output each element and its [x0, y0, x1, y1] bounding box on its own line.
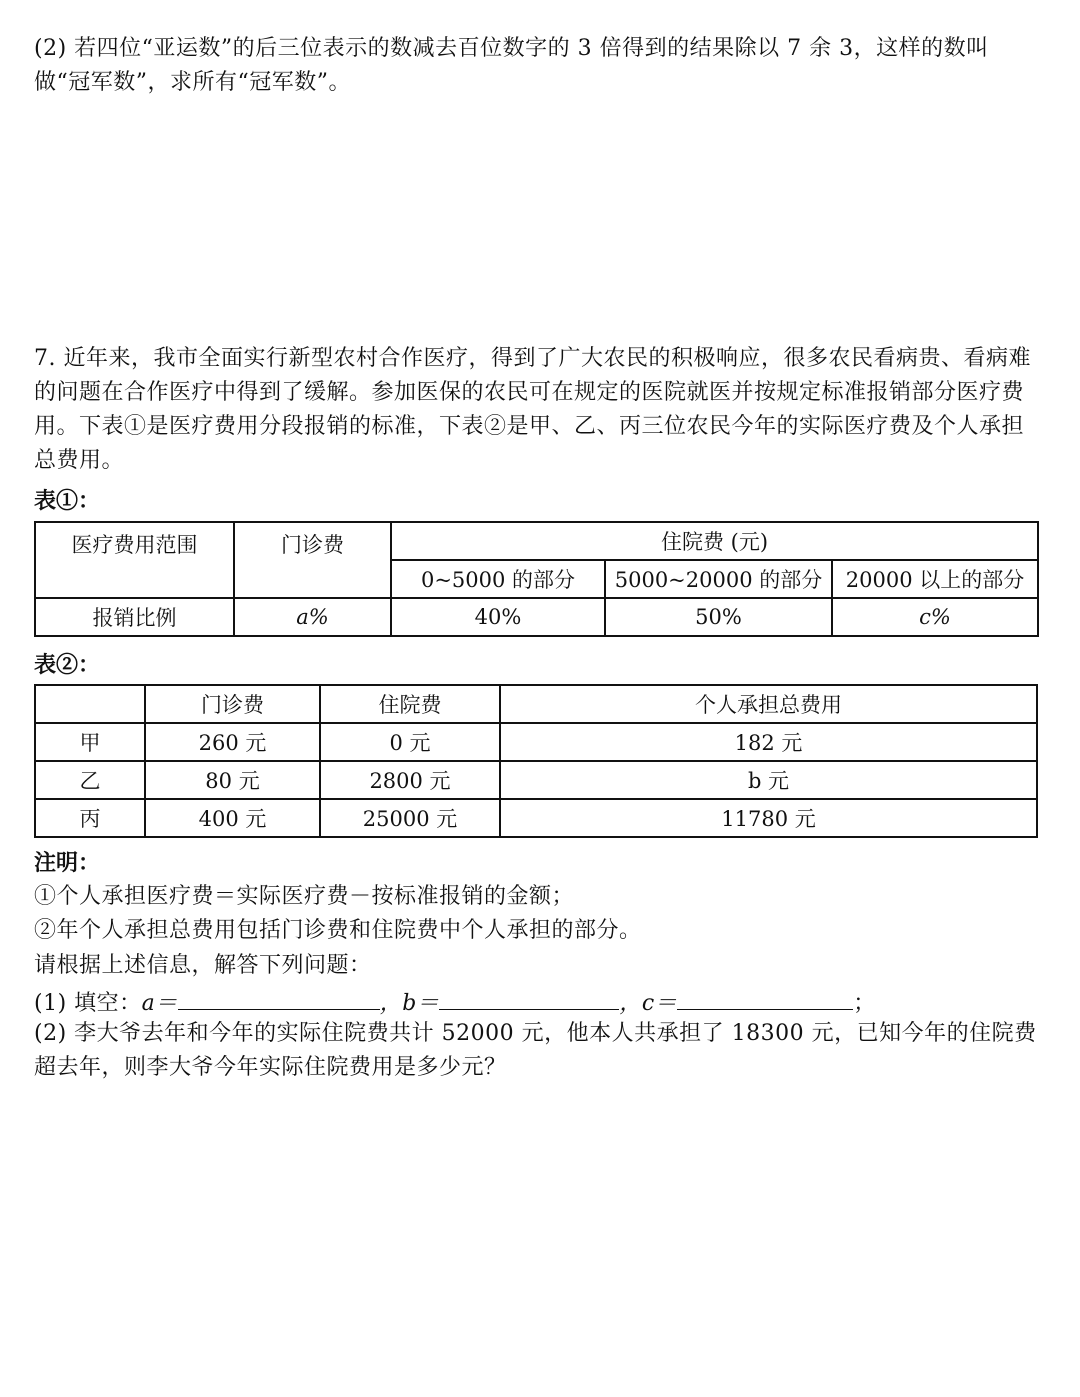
segment-ratio: 50%	[605, 598, 832, 636]
person-cell: 甲	[35, 723, 145, 761]
question-7-intro: 7. 近年来，我市全面实行新型农村合作医疗，得到了广大农民的积极响应，很多农民看病贵、看病难的问题在合作医疗中得到了缓解。参加医保的农民可在规定的医院就医并按规定标准报销部分医疗费用。下表①是医疗费用分段报销的标准，下表②是甲、乙、丙三位农民今年的实际医疗费及个人承担总费用。	[34, 346, 1031, 473]
header-cell: 个人承担总费用	[500, 685, 1037, 723]
note-item: ②年个人承担总费用包括门诊费和住院费中个人承担的部分。	[34, 918, 642, 943]
table-cell: 0 元	[320, 723, 500, 761]
question-2: (2) 李大爷去年和今年的实际住院费共计 52000 元，他本人共承担了 18300 元，已知今年的住院费超去年，则李大爷今年实际住院费用是多少元？	[34, 1021, 1037, 1080]
table-cell: 25000 元	[320, 799, 500, 837]
question-1-fill-in	[34, 983, 876, 1021]
header-cell: 住院费	[320, 685, 500, 723]
table-cell: 260 元	[145, 723, 320, 761]
table-cell: b 元	[500, 761, 1037, 799]
q1-end: ；	[853, 991, 876, 1016]
table-cell: 182 元	[500, 723, 1037, 761]
instruction-text: 请根据上述信息，解答下列问题：	[34, 953, 372, 978]
b-label: ，b＝	[379, 991, 440, 1016]
note-item: ①个人承担医疗费＝实际医疗费－按标准报销的金额；	[34, 884, 575, 909]
q1-prefix: (1) 填空：	[34, 991, 142, 1016]
table-2-label: 表②：	[34, 652, 101, 678]
table-row	[35, 723, 1037, 761]
table-row	[35, 799, 1037, 837]
c-label: ，c＝	[619, 991, 678, 1016]
table-row	[35, 761, 1037, 799]
table-cell: 2800 元	[320, 761, 500, 799]
table-1-label: 表①：	[34, 488, 101, 514]
table-cell: 80 元	[145, 761, 320, 799]
notes-label: 注明：	[34, 850, 101, 876]
ratio-label: 报销比例	[35, 598, 234, 636]
b-answer-blank[interactable]	[439, 983, 619, 1010]
reimbursement-standard-table	[34, 521, 1039, 637]
farmer-expense-table	[34, 684, 1038, 838]
table-cell: 11780 元	[500, 799, 1037, 837]
header-cell: 门诊费	[145, 685, 320, 723]
person-cell: 乙	[35, 761, 145, 799]
table-header-row	[35, 685, 1037, 723]
header-cell	[35, 685, 145, 723]
range-header: 医疗费用范围	[35, 522, 234, 598]
segment-header: 5000~20000 的部分	[605, 560, 832, 598]
a-answer-blank[interactable]	[178, 983, 380, 1010]
outpatient-ratio: a%	[234, 598, 391, 636]
segment-ratio: 40%	[391, 598, 605, 636]
segment-ratio: c%	[832, 598, 1038, 636]
question-6-part-2: (2) 若四位“亚运数”的后三位表示的数减去百位数字的 3 倍得到的结果除以 7 余 3，这样的数叫做“冠军数”，求所有“冠军数”。	[34, 36, 989, 95]
segment-header: 20000 以上的部分	[832, 560, 1038, 598]
c-answer-blank[interactable]	[677, 983, 853, 1010]
a-label: a＝	[141, 991, 178, 1016]
hospital-header: 住院费 (元)	[391, 522, 1038, 560]
segment-header: 0~5000 的部分	[391, 560, 605, 598]
table-cell: 400 元	[145, 799, 320, 837]
person-cell: 丙	[35, 799, 145, 837]
outpatient-header: 门诊费	[234, 522, 391, 598]
